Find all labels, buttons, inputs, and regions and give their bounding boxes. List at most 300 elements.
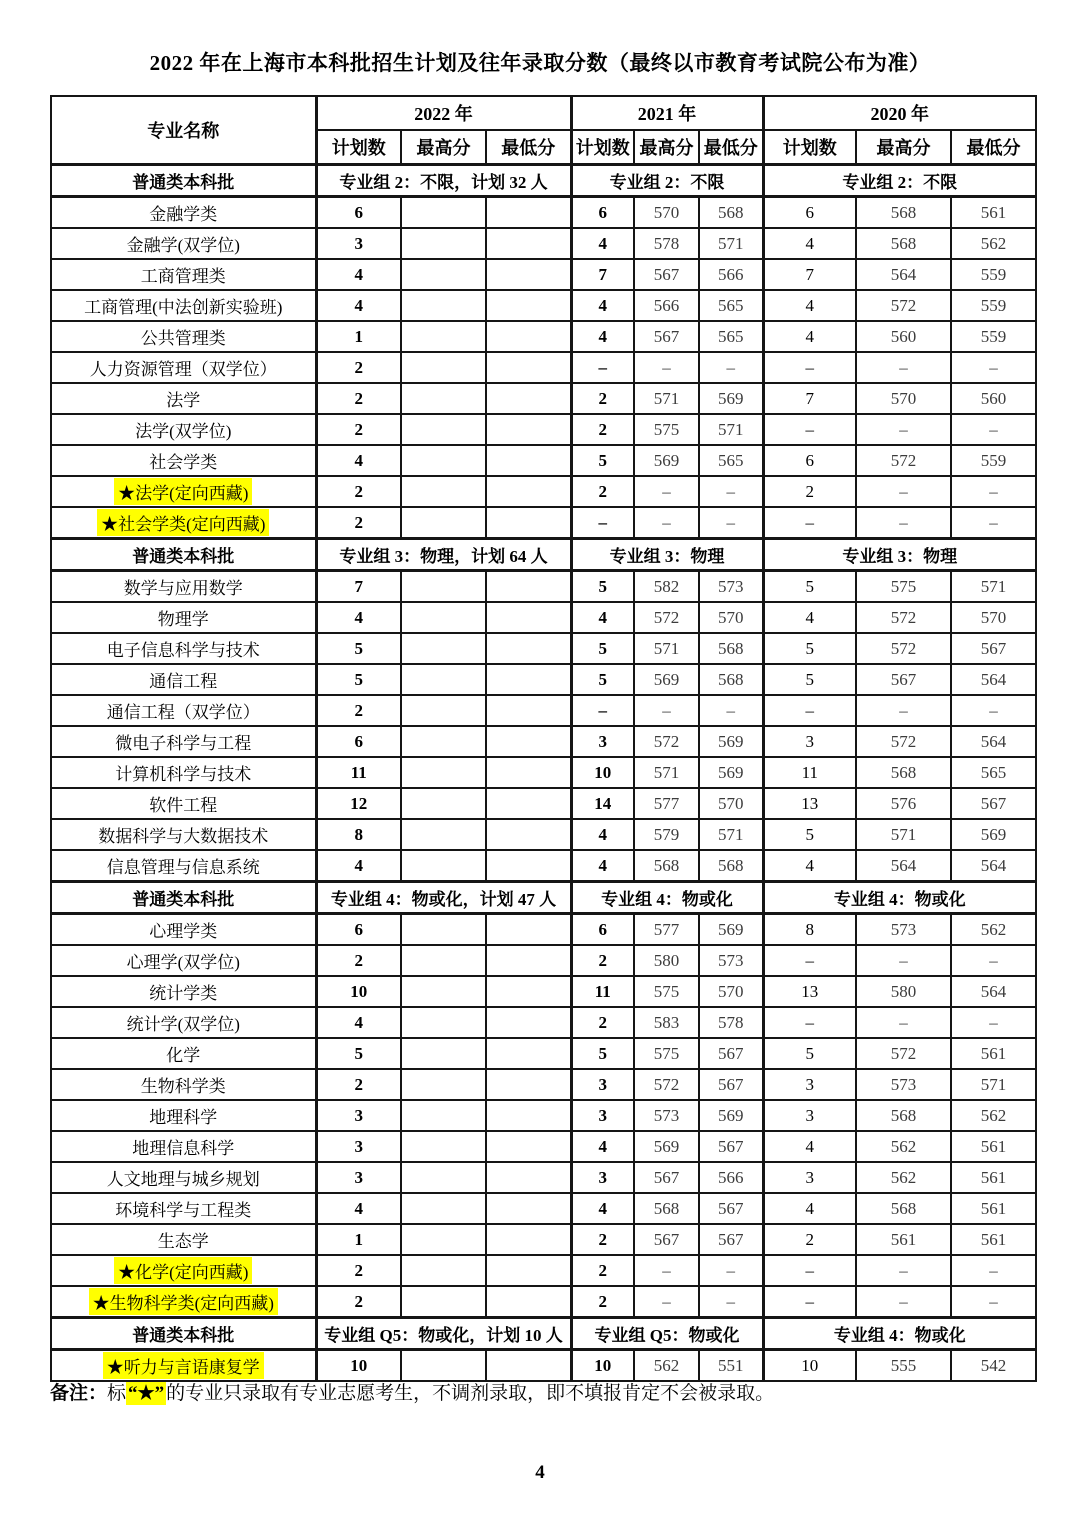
cell-2022-max [401, 414, 486, 445]
cell-2020-min: 561 [951, 197, 1036, 229]
cell-2022-max [401, 1193, 486, 1224]
cell-2020-plan: 11 [763, 757, 856, 788]
cell-2021-min: 573 [699, 945, 763, 976]
cell-2021-min: 569 [699, 757, 763, 788]
table-header [51, 96, 1036, 165]
group-spec-2020: 专业组 4：物或化 [763, 882, 1036, 914]
group-row [51, 1318, 1036, 1350]
cell-2020-max: 568 [856, 228, 951, 259]
cell-2020-max: – [856, 945, 951, 976]
cell-2022-plan: 4 [316, 290, 401, 321]
cell-2021-min: – [699, 1255, 763, 1286]
major-name-cell [51, 1350, 316, 1382]
table-row [51, 1162, 1036, 1193]
table-row [51, 259, 1036, 290]
major-name-cell [51, 445, 316, 476]
cell-2021-min: 565 [699, 445, 763, 476]
cell-2020-plan: 4 [763, 1193, 856, 1224]
cell-2021-plan: 2 [571, 383, 634, 414]
cell-2020-min: 562 [951, 228, 1036, 259]
major-name-cell [51, 1224, 316, 1255]
table-row [51, 228, 1036, 259]
cell-2022-max [401, 445, 486, 476]
group-row [51, 539, 1036, 571]
table-row [51, 1286, 1036, 1318]
group-batch-label: 普通类本科批 [51, 1318, 316, 1350]
major-name-highlighted: ★生物科学类(定向西藏) [89, 1288, 278, 1315]
major-name: 物理学 [157, 610, 209, 629]
cell-2022-max [401, 664, 486, 695]
table-row [51, 945, 1036, 976]
cell-2021-max: 566 [634, 290, 699, 321]
cell-2022-plan: 11 [316, 757, 401, 788]
cell-2021-min: 570 [699, 976, 763, 1007]
cell-2022-plan: 5 [316, 664, 401, 695]
cell-2021-min: 568 [699, 850, 763, 882]
cell-2022-plan: 2 [316, 476, 401, 507]
cell-2021-min: 569 [699, 1100, 763, 1131]
cell-2020-min: 571 [951, 571, 1036, 603]
cell-2021-max: 568 [634, 850, 699, 882]
cell-2021-plan: – [571, 507, 634, 539]
table-row [51, 788, 1036, 819]
cell-2021-min: – [699, 352, 763, 383]
cell-2021-max: 578 [634, 228, 699, 259]
header-min-2020: 最低分 [951, 130, 1036, 165]
cell-2020-plan: 2 [763, 1224, 856, 1255]
cell-2020-min: 559 [951, 259, 1036, 290]
cell-2020-max: – [856, 414, 951, 445]
major-name: 化学 [166, 1046, 201, 1065]
cell-2021-min: 570 [699, 602, 763, 633]
table-row [51, 695, 1036, 726]
major-name: 工商管理(中法创新实验班) [84, 298, 283, 317]
major-name-cell [51, 507, 316, 539]
major-name: 计算机科学与技术 [115, 765, 252, 784]
cell-2021-max: – [634, 507, 699, 539]
cell-2022-min [486, 914, 571, 946]
cell-2022-min [486, 197, 571, 229]
cell-2021-max: 570 [634, 197, 699, 229]
cell-2022-max [401, 633, 486, 664]
cell-2021-max: – [634, 476, 699, 507]
group-spec-2021: 专业组 2：不限 [571, 165, 763, 197]
major-name: 数学与应用数学 [123, 579, 243, 598]
cell-2020-min: 562 [951, 1100, 1036, 1131]
cell-2020-plan: 6 [763, 445, 856, 476]
cell-2022-plan: 3 [316, 228, 401, 259]
cell-2022-plan: 2 [316, 507, 401, 539]
major-name: 地理科学 [149, 1108, 218, 1127]
cell-2022-max [401, 571, 486, 603]
cell-2020-plan: 3 [763, 1162, 856, 1193]
cell-2020-min: 561 [951, 1038, 1036, 1069]
major-name-cell [51, 290, 316, 321]
cell-2022-plan: 2 [316, 352, 401, 383]
cell-2020-max: 573 [856, 914, 951, 946]
cell-2020-min: 564 [951, 976, 1036, 1007]
cell-2021-plan: 4 [571, 321, 634, 352]
cell-2022-min [486, 819, 571, 850]
cell-2020-plan: 10 [763, 1350, 856, 1382]
cell-2021-min: 567 [699, 1038, 763, 1069]
cell-2021-min: 566 [699, 259, 763, 290]
cell-2022-max [401, 602, 486, 633]
cell-2020-min: 561 [951, 1131, 1036, 1162]
cell-2020-plan: 4 [763, 1131, 856, 1162]
cell-2020-min: 564 [951, 850, 1036, 882]
cell-2020-plan: 4 [763, 850, 856, 882]
cell-2022-min [486, 1255, 571, 1286]
cell-2020-plan: – [763, 1286, 856, 1318]
cell-2022-min [486, 290, 571, 321]
cell-2020-min: 559 [951, 445, 1036, 476]
cell-2020-max: 560 [856, 321, 951, 352]
footnote [50, 1380, 1030, 1408]
cell-2022-max [401, 1255, 486, 1286]
cell-2020-min: – [951, 1007, 1036, 1038]
major-name: 信息管理与信息系统 [106, 858, 260, 877]
cell-2021-plan: 7 [571, 259, 634, 290]
major-name-highlighted: ★化学(定向西藏) [114, 1257, 252, 1284]
cell-2020-plan: 4 [763, 290, 856, 321]
page-title: 2022 年在上海市本科批招生计划及往年录取分数（最终以市教育考试院公布为准） [149, 51, 931, 75]
cell-2022-max [401, 1038, 486, 1069]
cell-2022-max [401, 1007, 486, 1038]
cell-2022-min [486, 507, 571, 539]
cell-2020-min: 564 [951, 664, 1036, 695]
cell-2021-min: 570 [699, 788, 763, 819]
footnote-star-highlight: “★” [128, 1383, 165, 1404]
cell-2022-plan: 10 [316, 1350, 401, 1382]
cell-2021-min: 569 [699, 914, 763, 946]
group-spec-2022: 专业组 4：物或化，计划 47 人 [316, 882, 571, 914]
cell-2020-max: 570 [856, 383, 951, 414]
cell-2021-max: 562 [634, 1350, 699, 1382]
cell-2022-min [486, 633, 571, 664]
cell-2020-max: 568 [856, 757, 951, 788]
cell-2022-min [486, 1038, 571, 1069]
cell-2020-min: – [951, 352, 1036, 383]
major-name-cell [51, 197, 316, 229]
major-name-cell [51, 476, 316, 507]
cell-2021-plan: 5 [571, 445, 634, 476]
cell-2021-min: 569 [699, 726, 763, 757]
cell-2021-plan: 2 [571, 945, 634, 976]
cell-2021-plan: 2 [571, 1286, 634, 1318]
table-row [51, 476, 1036, 507]
cell-2022-max [401, 757, 486, 788]
table-row [51, 850, 1036, 882]
cell-2021-plan: 2 [571, 1255, 634, 1286]
cell-2022-min [486, 726, 571, 757]
cell-2022-min [486, 788, 571, 819]
group-batch-label: 普通类本科批 [51, 882, 316, 914]
cell-2022-max [401, 1350, 486, 1382]
cell-2022-plan: 7 [316, 571, 401, 603]
cell-2022-plan: 1 [316, 1224, 401, 1255]
cell-2020-plan: – [763, 695, 856, 726]
major-name: 社会学类 [149, 453, 218, 472]
cell-2020-max: 575 [856, 571, 951, 603]
cell-2021-min: 567 [699, 1131, 763, 1162]
major-name: 统计学(双学位) [126, 1015, 240, 1034]
cell-2020-min: 559 [951, 321, 1036, 352]
cell-2021-plan: 10 [571, 757, 634, 788]
cell-2022-max [401, 788, 486, 819]
table-row [51, 571, 1036, 603]
table-row [51, 197, 1036, 229]
cell-2021-plan: 4 [571, 228, 634, 259]
cell-2022-max [401, 321, 486, 352]
major-name: 通信工程 [149, 672, 218, 691]
major-name-cell [51, 383, 316, 414]
major-name-cell [51, 1193, 316, 1224]
major-name-cell [51, 757, 316, 788]
cell-2022-plan: 4 [316, 850, 401, 882]
cell-2022-max [401, 476, 486, 507]
table-row [51, 1038, 1036, 1069]
table-row [51, 664, 1036, 695]
cell-2022-min [486, 602, 571, 633]
group-spec-2021: 专业组 4：物或化 [571, 882, 763, 914]
cell-2021-plan: 4 [571, 819, 634, 850]
cell-2021-max: 567 [634, 321, 699, 352]
cell-2022-min [486, 664, 571, 695]
cell-2020-plan: 6 [763, 197, 856, 229]
cell-2022-plan: 2 [316, 1286, 401, 1318]
major-name-cell [51, 1038, 316, 1069]
cell-2020-min: – [951, 945, 1036, 976]
cell-2021-plan: 3 [571, 1162, 634, 1193]
major-name: 统计学类 [149, 984, 218, 1003]
major-name-highlighted: ★社会学类(定向西藏) [97, 509, 269, 536]
major-name-cell [51, 1131, 316, 1162]
cell-2020-max: 561 [856, 1224, 951, 1255]
cell-2021-max: 575 [634, 976, 699, 1007]
major-name-cell [51, 914, 316, 946]
cell-2022-max [401, 290, 486, 321]
cell-2022-max [401, 695, 486, 726]
group-row [51, 165, 1036, 197]
cell-2022-plan: 12 [316, 788, 401, 819]
major-name: 法学(双学位) [135, 422, 232, 441]
header-year-2020: 2020 年 [763, 96, 1036, 130]
header-max-2020: 最高分 [856, 130, 951, 165]
major-name-cell [51, 352, 316, 383]
cell-2021-plan: 2 [571, 476, 634, 507]
cell-2022-min [486, 757, 571, 788]
cell-2021-plan: 5 [571, 571, 634, 603]
major-name-cell [51, 695, 316, 726]
major-name-cell [51, 1069, 316, 1100]
table-row [51, 321, 1036, 352]
cell-2020-min: 561 [951, 1162, 1036, 1193]
cell-2022-plan: 5 [316, 633, 401, 664]
table-row [51, 1069, 1036, 1100]
cell-2022-min [486, 571, 571, 603]
cell-2020-min: 542 [951, 1350, 1036, 1382]
cell-2021-max: 582 [634, 571, 699, 603]
cell-2022-max [401, 228, 486, 259]
group-spec-2021: 专业组 3：物理 [571, 539, 763, 571]
cell-2020-max: – [856, 476, 951, 507]
table-row [51, 1007, 1036, 1038]
cell-2021-plan: 4 [571, 1193, 634, 1224]
major-name-cell [51, 850, 316, 882]
cell-2021-max: 579 [634, 819, 699, 850]
table-row [51, 726, 1036, 757]
cell-2020-plan: – [763, 352, 856, 383]
cell-2020-min: – [951, 695, 1036, 726]
cell-2020-min: 564 [951, 726, 1036, 757]
cell-2022-min [486, 445, 571, 476]
cell-2022-plan: 2 [316, 1255, 401, 1286]
cell-2022-plan: 4 [316, 1193, 401, 1224]
cell-2021-max: 571 [634, 633, 699, 664]
cell-2020-max: – [856, 1007, 951, 1038]
group-spec-2020: 专业组 3：物理 [763, 539, 1036, 571]
cell-2022-plan: 2 [316, 945, 401, 976]
table-row [51, 1100, 1036, 1131]
cell-2022-max [401, 1100, 486, 1131]
cell-2020-min: 562 [951, 914, 1036, 946]
cell-2021-max: – [634, 1286, 699, 1318]
cell-2022-max [401, 1131, 486, 1162]
table-row [51, 414, 1036, 445]
cell-2020-plan: 4 [763, 228, 856, 259]
cell-2020-max: – [856, 1286, 951, 1318]
group-spec-2022: 专业组 3：物理，计划 64 人 [316, 539, 571, 571]
cell-2020-plan: 8 [763, 914, 856, 946]
cell-2020-max: 576 [856, 788, 951, 819]
cell-2022-max [401, 819, 486, 850]
cell-2021-max: 567 [634, 1162, 699, 1193]
footnote-text-after: 的专业只录取有专业志愿考生，不调剂录取，即不填报肯定不会被录取。 [166, 1383, 775, 1404]
major-name-cell [51, 633, 316, 664]
group-spec-2020: 专业组 2：不限 [763, 165, 1036, 197]
cell-2021-min: 569 [699, 383, 763, 414]
cell-2020-max: 572 [856, 445, 951, 476]
cell-2022-min [486, 1131, 571, 1162]
cell-2020-plan: 4 [763, 602, 856, 633]
major-name: 数据科学与大数据技术 [98, 827, 269, 846]
cell-2021-min: 568 [699, 664, 763, 695]
table-row [51, 633, 1036, 664]
cell-2021-max: 575 [634, 1038, 699, 1069]
cell-2020-plan: 5 [763, 571, 856, 603]
cell-2022-min [486, 850, 571, 882]
major-name: 公共管理类 [140, 329, 226, 348]
cell-2020-min: 561 [951, 1224, 1036, 1255]
cell-2021-plan: 5 [571, 664, 634, 695]
cell-2021-plan: 2 [571, 1007, 634, 1038]
cell-2022-plan: 2 [316, 414, 401, 445]
major-name: 软件工程 [149, 796, 218, 815]
cell-2020-max: 568 [856, 1193, 951, 1224]
table-row [51, 1193, 1036, 1224]
cell-2022-min [486, 976, 571, 1007]
cell-2022-plan: 2 [316, 1069, 401, 1100]
major-name-cell [51, 1286, 316, 1318]
major-name: 金融学(双学位) [126, 236, 240, 255]
major-name-cell [51, 976, 316, 1007]
header-max-2022: 最高分 [401, 130, 486, 165]
cell-2020-max: 573 [856, 1069, 951, 1100]
cell-2021-min: 567 [699, 1193, 763, 1224]
cell-2021-plan: 10 [571, 1350, 634, 1382]
table-row [51, 507, 1036, 539]
table-row [51, 914, 1036, 946]
cell-2021-max: 577 [634, 914, 699, 946]
cell-2021-max: – [634, 1255, 699, 1286]
major-name: 法学 [166, 391, 201, 410]
cell-2020-max: 564 [856, 259, 951, 290]
cell-2021-max: 573 [634, 1100, 699, 1131]
cell-2022-plan: 3 [316, 1131, 401, 1162]
cell-2020-plan: 5 [763, 664, 856, 695]
major-name: 人文地理与城乡规划 [106, 1170, 260, 1189]
cell-2021-plan: – [571, 695, 634, 726]
cell-2021-min: – [699, 1286, 763, 1318]
major-name-cell [51, 571, 316, 603]
cell-2020-min: 560 [951, 383, 1036, 414]
cell-2020-plan: 7 [763, 259, 856, 290]
cell-2020-max: 580 [856, 976, 951, 1007]
cell-2022-plan: 4 [316, 602, 401, 633]
cell-2022-max [401, 914, 486, 946]
cell-2021-min: 565 [699, 290, 763, 321]
cell-2022-max [401, 259, 486, 290]
table-row [51, 383, 1036, 414]
cell-2020-max: 568 [856, 1100, 951, 1131]
cell-2021-min: – [699, 695, 763, 726]
cell-2021-min: – [699, 476, 763, 507]
cell-2022-max [401, 1162, 486, 1193]
cell-2021-max: 569 [634, 445, 699, 476]
cell-2022-max [401, 383, 486, 414]
cell-2021-max: 577 [634, 788, 699, 819]
cell-2022-max [401, 352, 486, 383]
cell-2020-plan: 3 [763, 1100, 856, 1131]
cell-2021-plan: 5 [571, 1038, 634, 1069]
major-name-highlighted: ★法学(定向西藏) [114, 478, 252, 505]
cell-2021-max: 567 [634, 259, 699, 290]
cell-2020-plan: 13 [763, 788, 856, 819]
cell-2022-min [486, 1100, 571, 1131]
cell-2020-max: 571 [856, 819, 951, 850]
table-row [51, 1350, 1036, 1382]
cell-2021-min: 571 [699, 819, 763, 850]
cell-2021-plan: 3 [571, 1100, 634, 1131]
major-name-cell [51, 414, 316, 445]
cell-2022-max [401, 507, 486, 539]
cell-2021-max: – [634, 352, 699, 383]
major-name-cell [51, 1100, 316, 1131]
cell-2022-max [401, 197, 486, 229]
cell-2020-max: 572 [856, 602, 951, 633]
page-number: 4 [535, 1462, 545, 1483]
cell-2022-plan: 3 [316, 1100, 401, 1131]
header-year-2021: 2021 年 [571, 96, 763, 130]
major-name-highlighted: ★听力与言语康复学 [103, 1352, 264, 1379]
cell-2021-plan: 4 [571, 1131, 634, 1162]
cell-2020-max: – [856, 1255, 951, 1286]
cell-2020-min: 561 [951, 1193, 1036, 1224]
cell-2020-plan: 2 [763, 476, 856, 507]
cell-2020-plan: 3 [763, 726, 856, 757]
major-name: 电子信息科学与技术 [106, 641, 260, 660]
